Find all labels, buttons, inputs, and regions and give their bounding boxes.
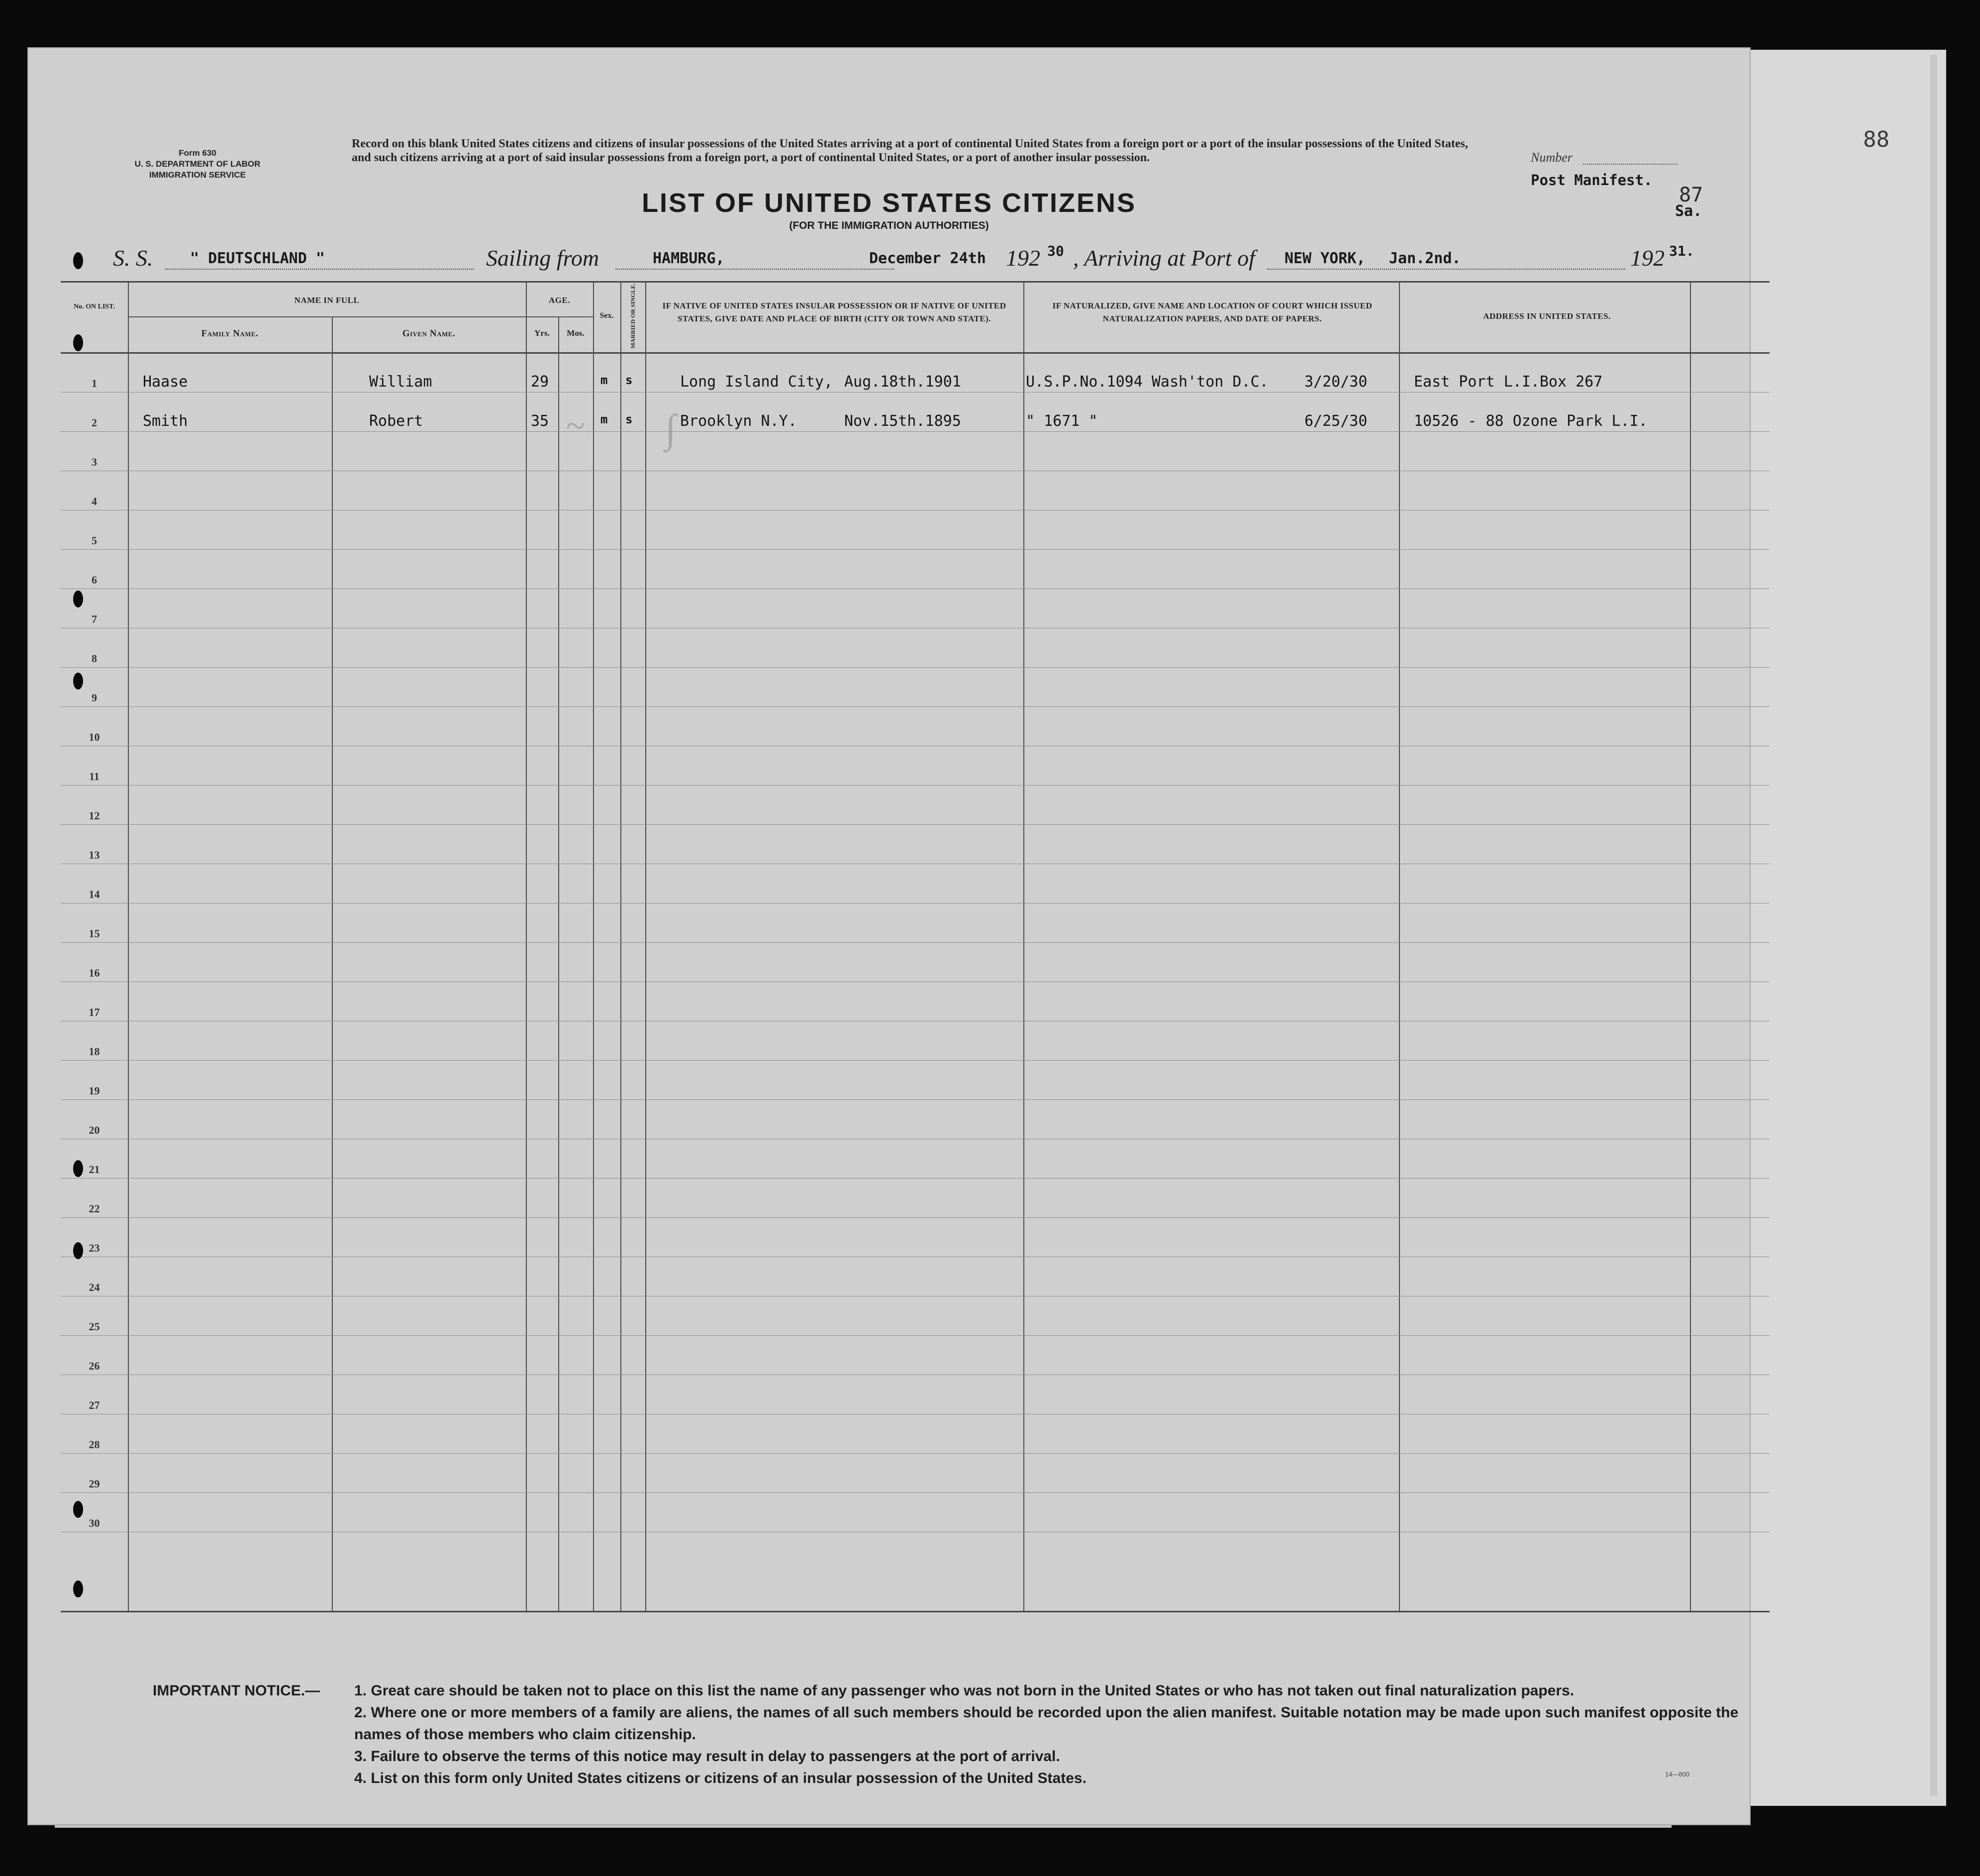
- row-number: 2: [92, 416, 97, 429]
- side-page-number: 88: [1863, 127, 1889, 152]
- row-number: 27: [89, 1399, 100, 1411]
- punch-hole: [73, 1501, 83, 1518]
- birth-place-cell: Long Island City,: [680, 373, 833, 391]
- table-row-line: [61, 706, 1770, 707]
- manifest-sheet: [27, 47, 1751, 1825]
- col-header-sex: Sex.: [599, 311, 614, 320]
- row-number: 15: [89, 927, 100, 940]
- row-number: 13: [89, 849, 100, 861]
- col-header-address: ADDRESS IN UNITED STATES.: [1483, 311, 1611, 321]
- department-block: [103, 148, 292, 181]
- table-row-line: [61, 942, 1770, 943]
- service-name: IMMIGRATION SERVICE: [149, 170, 246, 180]
- row-number: 7: [92, 613, 97, 625]
- row-number: 11: [89, 770, 99, 783]
- col-header-age: AGE.: [548, 296, 571, 305]
- sex-cell: m: [600, 373, 608, 387]
- number-label: Number: [1531, 150, 1573, 165]
- row-number: 1: [92, 377, 97, 390]
- number-rule: [1583, 164, 1678, 165]
- table-row-line: [61, 824, 1770, 825]
- row-number: 6: [92, 574, 97, 586]
- table-row-line: [61, 667, 1770, 668]
- sex-cell: m: [600, 412, 608, 426]
- table-row-line: [61, 431, 1770, 432]
- instruction-text: Record on this blank United States citizens and citizens of insular possessions of the United States arriving at a port of continental United States from a foreign port or a port of the insular possessions of the United States, and such citizens arriving at a port of said insular possessions from a foreign port, a port of continental United States, or a port of another insular possession.: [352, 137, 1468, 164]
- col-divider: [128, 283, 129, 1611]
- address-cell: East Port L.I.Box 267: [1414, 373, 1603, 391]
- year-prefix-arrival: 192: [1630, 245, 1665, 271]
- table-row-line: [61, 1178, 1770, 1179]
- row-number: 21: [89, 1163, 100, 1176]
- form-number: Form 630: [179, 148, 216, 158]
- col-divider: [526, 283, 527, 1611]
- birth-date-cell: Aug.18th.1901: [844, 373, 961, 391]
- arrival-port: NEW YORK,: [1285, 250, 1366, 267]
- table-row-line: [61, 785, 1770, 786]
- stamp-number: 87: [1679, 184, 1703, 206]
- header-bottom-rule: [61, 352, 1770, 354]
- row-number: 20: [89, 1124, 100, 1136]
- sailing-label: Sailing from: [486, 245, 599, 271]
- col-header-married: MARRIED OR SINGLE.: [629, 283, 636, 349]
- row-number: 29: [89, 1478, 100, 1490]
- punch-hole: [73, 591, 83, 607]
- row-number: 10: [89, 731, 100, 743]
- row-number: 3: [92, 456, 97, 468]
- punch-hole: [73, 1580, 83, 1597]
- marital-status-cell: s: [625, 373, 633, 387]
- notice-item-1: 1. Great care should be taken not to place on this list the name of any passenger who was not born in the United States or who has not taken out final naturalization papers.: [354, 1682, 1575, 1699]
- ship-rule: [165, 269, 474, 270]
- row-number: 9: [92, 691, 97, 704]
- stamp-suffix: Sa.: [1675, 202, 1702, 220]
- given-name-cell: Robert: [369, 412, 423, 430]
- sail-date: December 24th: [869, 250, 986, 267]
- department-name: U. S. DEPARTMENT OF LABOR: [134, 159, 261, 169]
- naturalization-court-cell: U.S.P.No.1094 Wash'ton D.C.: [1026, 373, 1269, 391]
- row-number: 22: [89, 1202, 100, 1215]
- col-header-naturalized: IF NATURALIZED, GIVE NAME AND LOCATION OF COURT WHICH ISSUED NATURALIZATION PAPERS, AND DATE OF PAPERS.: [1052, 301, 1373, 323]
- page-title: LIST OF UNITED STATES CITIZENS: [642, 188, 1136, 218]
- table-row-line: [61, 1492, 1770, 1493]
- row-number: 19: [89, 1085, 100, 1097]
- row-number: 14: [89, 888, 100, 900]
- col-divider: [1023, 283, 1024, 1611]
- notice-item-4: 4. List on this form only United States citizens or citizens of an insular possession of the United States.: [354, 1770, 1087, 1786]
- ship-name: " DEUTSCHLAND ": [190, 250, 325, 267]
- col-divider: [1399, 283, 1400, 1611]
- post-manifest-label: Post Manifest.: [1531, 172, 1653, 189]
- passenger-table: [61, 281, 1770, 1612]
- col-header-given-name: Given Name.: [402, 328, 456, 339]
- row-number: 25: [89, 1320, 100, 1333]
- notice-item-2: 2. Where one or more members of a family are aliens, the names of all such members should be recorded upon the alien manifest. Suitable notation may be made upon such manifest opposite the names of those members who claim citizenship.: [354, 1704, 1739, 1743]
- table-row-line: [61, 1453, 1770, 1454]
- col-header-birth: IF NATIVE OF UNITED STATES INSULAR POSSESSION OR IF NATIVE OF UNITED STATES, GIVE DATE AND PLACE OF BIRTH (CITY OR TOWN AND STATE).: [662, 301, 1006, 323]
- table-row-line: [61, 1099, 1770, 1100]
- notice-heading: IMPORTANT NOTICE.—: [153, 1682, 320, 1699]
- col-header-mos: Mos.: [567, 328, 585, 338]
- naturalization-court-cell: " 1671 ": [1026, 412, 1098, 430]
- naturalization-date-cell: 6/25/30: [1304, 412, 1368, 430]
- col-header-name-in-full: NAME IN FULL: [294, 296, 360, 305]
- from-rule: [615, 269, 894, 270]
- pencil-annotation: ~: [566, 407, 585, 445]
- from-port: HAMBURG,: [653, 250, 725, 267]
- punch-hole: [73, 673, 83, 690]
- row-number: 8: [92, 652, 97, 665]
- row-number: 30: [89, 1517, 100, 1529]
- row-number: 18: [89, 1045, 100, 1058]
- arrival-rule: [1267, 269, 1625, 270]
- family-name-cell: Haase: [143, 373, 188, 391]
- punch-hole: [73, 252, 83, 269]
- row-number: 16: [89, 967, 100, 979]
- punch-hole: [73, 1160, 83, 1177]
- year-suffix-arrival: 31.: [1669, 243, 1694, 259]
- row-number: 26: [89, 1360, 100, 1372]
- birth-date-cell: Nov.15th.1895: [844, 412, 961, 430]
- name-header-rule: [128, 316, 526, 317]
- row-number: 28: [89, 1438, 100, 1451]
- age-years-cell: 29: [531, 373, 549, 391]
- row-number: 12: [89, 809, 100, 822]
- row-number: 23: [89, 1242, 100, 1254]
- table-row-line: [61, 1217, 1770, 1218]
- naturalization-date-cell: 3/20/30: [1304, 373, 1368, 391]
- arriving-label: , Arriving at Port of: [1073, 245, 1255, 271]
- row-number: 17: [89, 1006, 100, 1018]
- punch-hole: [73, 1242, 83, 1259]
- birth-place-cell: Brooklyn N.Y.: [680, 412, 797, 430]
- punch-hole: [73, 334, 83, 351]
- col-header-family-name: Family Name.: [201, 328, 259, 339]
- row-number: 4: [92, 495, 97, 507]
- age-years-cell: 35: [531, 412, 549, 430]
- col-divider: [645, 283, 646, 1611]
- ss-label: S. S.: [113, 245, 153, 271]
- pencil-signature: ∫: [665, 407, 676, 451]
- form-footer-code: 14—800: [1665, 1771, 1690, 1778]
- address-cell: 10526 - 88 Ozone Park L.I.: [1414, 412, 1648, 430]
- col-divider: [593, 283, 594, 1611]
- notice-item-3: 3. Failure to observe the terms of this notice may result in delay to passengers at the port of arrival.: [354, 1748, 1060, 1765]
- row-number: 5: [92, 534, 97, 547]
- marital-status-cell: s: [625, 412, 633, 426]
- col-divider: [1690, 283, 1691, 1611]
- family-name-cell: Smith: [143, 412, 188, 430]
- table-row-line: [61, 1060, 1770, 1061]
- back-sheet-edge: [1930, 55, 1937, 1796]
- col-header-no: No. ON LIST.: [74, 303, 115, 310]
- col-divider: [558, 316, 559, 1611]
- row-number: 24: [89, 1281, 100, 1293]
- table-row-line: [61, 1335, 1770, 1336]
- col-divider: [332, 316, 333, 1611]
- year-suffix-departure: 30: [1047, 243, 1064, 259]
- year-prefix-departure: 192: [1006, 245, 1040, 271]
- given-name-cell: William: [369, 373, 432, 391]
- voyage-line: [28, 245, 1750, 275]
- col-header-yrs: Yrs.: [534, 328, 550, 338]
- age-header-rule: [526, 316, 593, 317]
- table-row-line: [61, 392, 1770, 393]
- arrival-date: Jan.2nd.: [1389, 250, 1461, 267]
- col-divider: [620, 283, 621, 1611]
- table-row-line: [61, 549, 1770, 550]
- page-subtitle: (FOR THE IMMIGRATION AUTHORITIES): [789, 220, 989, 231]
